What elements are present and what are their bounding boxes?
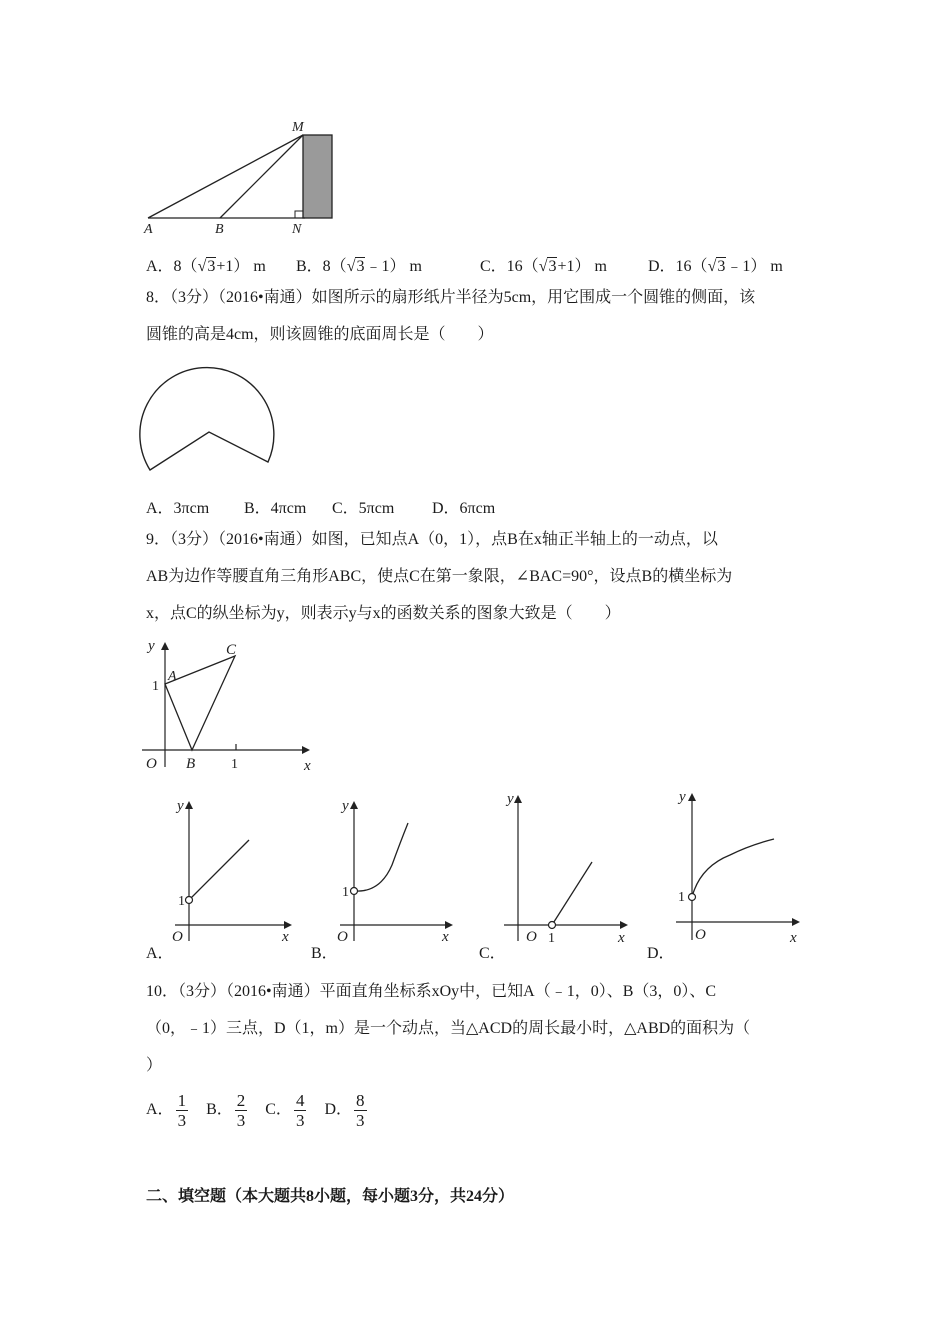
q8-option-c: C．5πcm [332, 500, 395, 517]
q10-option-b: B． $\frac{2}{3}$ [206, 1091, 246, 1130]
q7-option-c: C．16（√3+1） m [480, 258, 607, 275]
q9-figure [140, 632, 320, 772]
open-point [186, 897, 193, 904]
section-2-title: 二、填空题（本大题共8小题，每小题3分，共24分） [146, 1188, 515, 1205]
q10-line-2: （0，﹣1）三点，D（1，m）是一个动点，当△ACD的周长最小时，△ABD的面积为（ [146, 1020, 751, 1037]
function-curve [692, 839, 774, 897]
q10-line-1: 10．（3分）（2016•南通）平面直角坐标系xOy中，已知A（﹣1，0）、B（3，0）、C [146, 983, 717, 1000]
q7-figure [140, 115, 350, 240]
q7-option-b: B．8（√3﹣1） m [296, 258, 422, 275]
q9-choice-b-label: B． [311, 945, 338, 962]
label-one-y: 1 [152, 679, 159, 694]
label-o: O [526, 929, 537, 945]
q8-option-d: D．6πcm [432, 500, 496, 517]
label-o: O [172, 929, 183, 945]
q9-line-2: AB为边作等腰直角三角形ABC，使点C在第一象限，∠BAC=90°，设点B的横坐标为 [146, 568, 733, 585]
q7-option-d: D．16（√3﹣1） m [648, 258, 783, 275]
q9-choice-a-label: A． [146, 945, 174, 962]
label-y: y [177, 798, 184, 814]
label-one-x: 1 [231, 757, 238, 772]
function-curve [189, 840, 249, 900]
q8-option-a: A．3πcm [146, 500, 210, 517]
label-o: O [695, 927, 706, 943]
q8-option-b: B．4πcm [244, 500, 307, 517]
label-y: y [342, 798, 349, 814]
label-x: x [442, 929, 449, 945]
x-axis-arrow [445, 921, 453, 929]
label-o: O [146, 756, 157, 772]
label-b: B [215, 222, 224, 237]
y-axis-arrow [514, 795, 522, 803]
open-point [351, 888, 358, 895]
label-x: x [618, 930, 625, 946]
y-axis-arrow [161, 642, 169, 650]
function-curve [354, 823, 408, 891]
q10-line-3: ） [146, 1057, 163, 1074]
label-o: O [337, 929, 348, 945]
q10-option-c: C． $\frac{4}{3}$ [265, 1091, 305, 1130]
open-point [689, 894, 696, 901]
q7-option-a: A．8（√3+1） m [146, 258, 266, 275]
label-a: A [168, 669, 177, 684]
label-y: y [507, 791, 514, 807]
line-bm [220, 135, 303, 218]
q9-line-3: x，点C的纵坐标为y，则表示y与x的函数关系的图象大致是（ ） [146, 605, 621, 622]
open-point [549, 922, 556, 929]
y-axis-arrow [185, 801, 193, 809]
q10-options [146, 1091, 369, 1130]
right-angle-mark [295, 211, 303, 218]
q9-graph-b [330, 793, 460, 948]
label-x: x [790, 930, 797, 946]
q8-line-2: 圆锥的高是4cm，则该圆锥的底面周长是（ ） [146, 326, 494, 343]
tower-rect [303, 135, 332, 218]
label-a: A [144, 222, 153, 237]
label-one: 1 [548, 931, 555, 946]
label-m: M [292, 120, 304, 135]
x-axis-arrow [620, 921, 628, 929]
x-axis-arrow [792, 918, 800, 926]
label-c: C [226, 642, 237, 658]
x-axis-arrow [284, 921, 292, 929]
label-y: y [679, 789, 686, 805]
label-y: y [148, 638, 155, 654]
x-axis-arrow [302, 746, 310, 754]
label-x: x [304, 758, 311, 772]
label-one: 1 [342, 885, 349, 900]
q9-graph-a [165, 793, 295, 948]
line-am [148, 135, 303, 218]
y-axis-arrow [350, 801, 358, 809]
q10-option-d: D． $\frac{8}{3}$ [324, 1091, 365, 1130]
q9-graph-c [500, 785, 635, 948]
label-n: N [292, 222, 302, 237]
function-curve [552, 862, 592, 925]
q10-option-a: A． $\frac{1}{3}$ [146, 1091, 187, 1130]
label-one: 1 [178, 894, 185, 909]
q9-graph-d [670, 785, 810, 948]
q9-line-1: 9．（3分）（2016•南通）如图，已知点A（0，1），点B在x轴正半轴上的一动点，以 [146, 531, 718, 548]
y-axis-arrow [688, 793, 696, 801]
sector-outline [140, 368, 274, 470]
label-x: x [282, 929, 289, 945]
q9-choice-d-label: D． [647, 945, 675, 962]
label-b: B [186, 756, 196, 772]
label-one: 1 [678, 890, 685, 905]
q9-choice-c-label: C． [479, 945, 506, 962]
q8-line-1: 8．（3分）（2016•南通）如图所示的扇形纸片半径为5cm，用它围成一个圆锥的侧面，该 [146, 289, 756, 306]
q8-sector-figure [138, 360, 288, 480]
